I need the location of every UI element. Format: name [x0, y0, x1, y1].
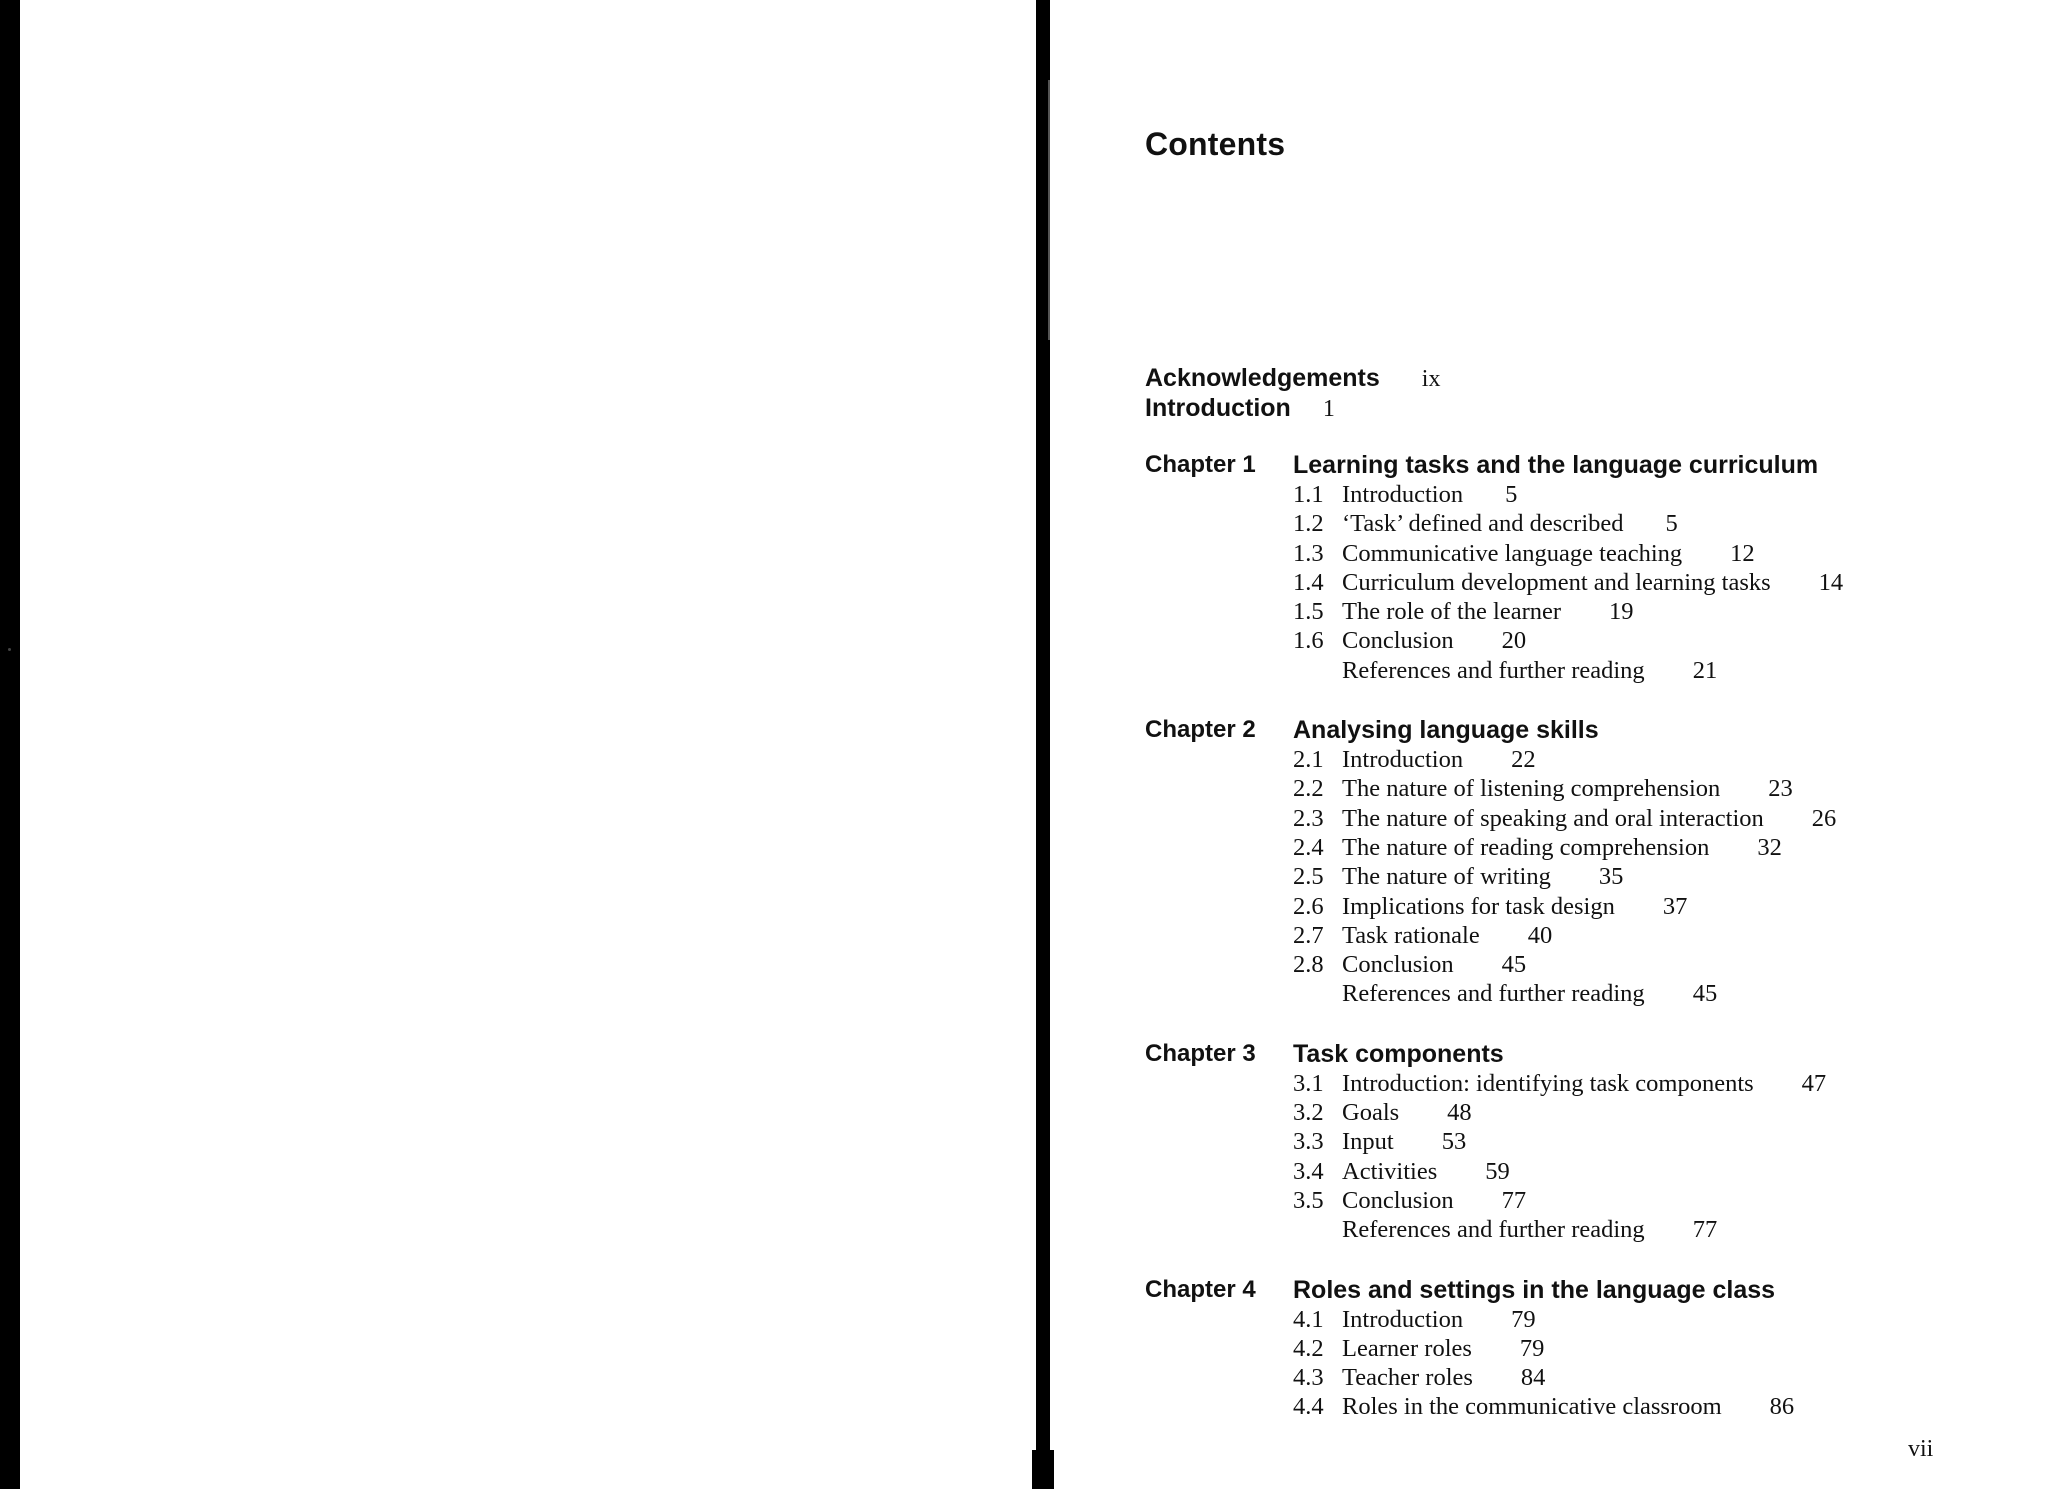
- chapter-heading: [1145, 1039, 2045, 1069]
- section-title: Conclusion: [1342, 627, 1454, 655]
- section-title-wrap: [1342, 774, 1793, 803]
- chapter-1: [1145, 450, 2045, 685]
- section-number: 3.5: [1293, 1186, 1324, 1214]
- section-title: Introduction: [1342, 481, 1464, 508]
- section-title: Roles in the communicative classroom: [1342, 1393, 1722, 1421]
- section-title: References and further reading: [1342, 980, 1645, 1008]
- section-entry: [1145, 1305, 2045, 1334]
- section-page: 48: [1447, 1099, 1472, 1127]
- section-number: 2.3: [1293, 804, 1324, 832]
- section-number: 2.1: [1293, 746, 1324, 774]
- section-entry: [1145, 804, 2045, 833]
- section-page: 77: [1501, 1186, 1527, 1214]
- section-title: Introduction: identifying task components: [1342, 1069, 1754, 1097]
- section-number: 1.6: [1293, 627, 1324, 655]
- section-page: 5: [1505, 481, 1518, 508]
- section-page: 5: [1665, 510, 1678, 538]
- section-entry: [1145, 1363, 2045, 1392]
- section-title: References and further reading: [1342, 1216, 1645, 1244]
- contents-page: [1050, 0, 2048, 1489]
- section-number: 3.4: [1293, 1157, 1324, 1185]
- front-matter-entry: [1145, 363, 1440, 393]
- section-page: 40: [1527, 921, 1553, 949]
- section-page: 23: [1768, 775, 1793, 803]
- section-entry: [1145, 892, 2045, 921]
- section-title-wrap: [1342, 626, 1526, 655]
- section-title-wrap: [1342, 656, 1717, 685]
- section-title-wrap: [1342, 745, 1536, 774]
- section-page: 12: [1730, 539, 1755, 567]
- section-page: 32: [1757, 833, 1782, 861]
- entry-label: Acknowledgements: [1145, 364, 1380, 392]
- scan-speck: [8, 648, 11, 651]
- section-title-wrap: [1342, 892, 1687, 921]
- section-entry: [1145, 626, 2045, 655]
- section-number: 2.5: [1293, 863, 1324, 891]
- chapter-heading: [1145, 715, 2045, 745]
- chapter-title: Task components: [1293, 1039, 1504, 1068]
- chapter-list: [1145, 450, 2045, 1452]
- section-title-wrap: [1342, 1305, 1536, 1334]
- section-number: 1.5: [1293, 598, 1324, 626]
- section-title: The nature of speaking and oral interaction: [1342, 804, 1764, 832]
- section-title-wrap: [1342, 509, 1678, 538]
- section-number: 2.6: [1293, 892, 1324, 920]
- section-title: The nature of reading comprehension: [1342, 833, 1710, 861]
- section-page: 26: [1811, 804, 1837, 832]
- section-title: Teacher roles: [1342, 1364, 1473, 1392]
- section-page: 45: [1501, 951, 1527, 979]
- section-title: Task rationale: [1342, 921, 1480, 949]
- section-page: 59: [1485, 1157, 1510, 1185]
- section-number: 4.2: [1293, 1334, 1324, 1362]
- section-number: 2.8: [1293, 951, 1324, 979]
- chapter-title: Roles and settings in the language class: [1293, 1275, 1776, 1304]
- section-number: 1.1: [1293, 481, 1324, 508]
- section-page: 21: [1692, 656, 1718, 684]
- section-title-wrap: [1342, 597, 1634, 626]
- section-entry: [1145, 1186, 2045, 1215]
- section-entry: [1145, 656, 2045, 685]
- left-page-edge-shadow: [0, 0, 20, 1489]
- section-title-wrap: [1342, 862, 1623, 891]
- section-title-wrap: [1342, 1215, 1717, 1244]
- section-title: The nature of writing: [1342, 863, 1551, 891]
- section-number: 4.3: [1293, 1364, 1324, 1392]
- chapter-label: Chapter 1: [1145, 451, 1256, 478]
- section-number: 2.2: [1293, 775, 1324, 803]
- section-title-wrap: [1342, 1127, 1466, 1156]
- section-entry: [1145, 1392, 2045, 1421]
- section-title: Goals: [1342, 1099, 1400, 1127]
- chapter-3: [1145, 1039, 2045, 1245]
- section-title: Activities: [1342, 1157, 1438, 1185]
- section-number: 1.2: [1293, 510, 1324, 538]
- section-page: 20: [1501, 627, 1527, 655]
- section-page: 53: [1441, 1128, 1467, 1156]
- entry-label: Introduction: [1145, 394, 1291, 422]
- section-number: 2.4: [1293, 833, 1324, 861]
- page-title: Contents: [1145, 126, 1286, 162]
- section-page: 14: [1818, 568, 1844, 596]
- chapter-4: [1145, 1275, 2045, 1422]
- section-entry: [1145, 1157, 2045, 1186]
- chapter-heading: [1145, 450, 2045, 480]
- section-page: 22: [1511, 746, 1536, 774]
- section-title-wrap: [1342, 1098, 1472, 1127]
- section-title: Conclusion: [1342, 951, 1454, 979]
- section-page: 35: [1598, 863, 1624, 891]
- section-number: 4.1: [1293, 1305, 1324, 1333]
- section-title: Communicative language teaching: [1342, 539, 1683, 567]
- section-entry: [1145, 568, 2045, 597]
- section-page: 79: [1519, 1334, 1545, 1362]
- section-entry: [1145, 745, 2045, 774]
- section-page: 47: [1801, 1069, 1827, 1097]
- chapter-title: Learning tasks and the language curriculum: [1293, 451, 1819, 479]
- section-number: 1.4: [1293, 568, 1324, 596]
- section-page: 84: [1520, 1364, 1546, 1392]
- section-entry: [1145, 1215, 2045, 1244]
- section-number: 3.1: [1293, 1069, 1324, 1097]
- section-title-wrap: [1342, 1334, 1544, 1363]
- section-entry: [1145, 1127, 2045, 1156]
- section-title: Input: [1342, 1128, 1394, 1156]
- section-page: 79: [1511, 1305, 1536, 1333]
- section-page: 19: [1609, 598, 1634, 626]
- section-title: Learner roles: [1342, 1334, 1472, 1362]
- section-page: 45: [1692, 980, 1718, 1008]
- section-number: 1.3: [1293, 539, 1324, 567]
- chapter-label: Chapter 3: [1145, 1039, 1256, 1067]
- section-entry: [1145, 539, 2045, 568]
- section-number: 2.7: [1293, 921, 1324, 949]
- section-number: 4.4: [1293, 1393, 1324, 1421]
- section-title: The role of the learner: [1342, 598, 1562, 626]
- section-number: 3.2: [1293, 1099, 1324, 1127]
- chapter-2: [1145, 715, 2045, 1009]
- chapter-label: Chapter 4: [1145, 1275, 1256, 1303]
- section-title-wrap: [1342, 1157, 1510, 1186]
- section-title: The nature of listening comprehension: [1342, 775, 1721, 803]
- section-title: References and further reading: [1342, 656, 1645, 684]
- section-title: Introduction: [1342, 746, 1464, 774]
- section-entry: [1145, 979, 2045, 1008]
- section-entry: [1145, 509, 2045, 538]
- chapter-label: Chapter 2: [1145, 716, 1256, 744]
- section-title: Conclusion: [1342, 1186, 1454, 1214]
- entry-page: 1: [1322, 396, 1335, 422]
- section-entry: [1145, 862, 2045, 891]
- section-page: 86: [1769, 1393, 1795, 1421]
- section-entry: [1145, 950, 2045, 979]
- section-entry: [1145, 1334, 2045, 1363]
- chapter-heading: [1145, 1275, 2045, 1305]
- section-entry: [1145, 774, 2045, 803]
- page-number: vii: [1908, 1436, 1934, 1462]
- section-title-wrap: [1342, 921, 1552, 950]
- section-title-wrap: [1342, 539, 1755, 568]
- section-entry: [1145, 1069, 2045, 1098]
- section-entry: [1145, 597, 2045, 626]
- section-title: Introduction: [1342, 1305, 1464, 1333]
- section-entry: [1145, 480, 2045, 509]
- section-title-wrap: [1342, 1186, 1526, 1215]
- entry-page: ix: [1421, 366, 1441, 392]
- section-title-wrap: [1342, 1363, 1545, 1392]
- section-title-wrap: [1342, 950, 1526, 979]
- section-number: 3.3: [1293, 1128, 1324, 1156]
- front-matter-list: [1145, 363, 1440, 423]
- section-title-wrap: [1342, 979, 1717, 1008]
- section-entry: [1145, 833, 2045, 862]
- section-title: Curriculum development and learning tasks: [1342, 568, 1771, 596]
- section-title-wrap: [1342, 1392, 1794, 1421]
- section-title: ‘Task’ defined and described: [1342, 510, 1624, 538]
- section-page: 77: [1692, 1216, 1718, 1244]
- section-title-wrap: [1342, 833, 1782, 862]
- section-title-wrap: [1342, 480, 1517, 509]
- chapter-title: Analysing language skills: [1293, 716, 1599, 745]
- section-entry: [1145, 1098, 2045, 1127]
- section-title: Implications for task design: [1342, 892, 1615, 920]
- section-title-wrap: [1342, 1069, 1826, 1098]
- section-entry: [1145, 921, 2045, 950]
- section-title-wrap: [1342, 804, 1836, 833]
- front-matter-entry: [1145, 393, 1440, 423]
- section-title-wrap: [1342, 568, 1843, 597]
- section-page: 37: [1662, 892, 1688, 920]
